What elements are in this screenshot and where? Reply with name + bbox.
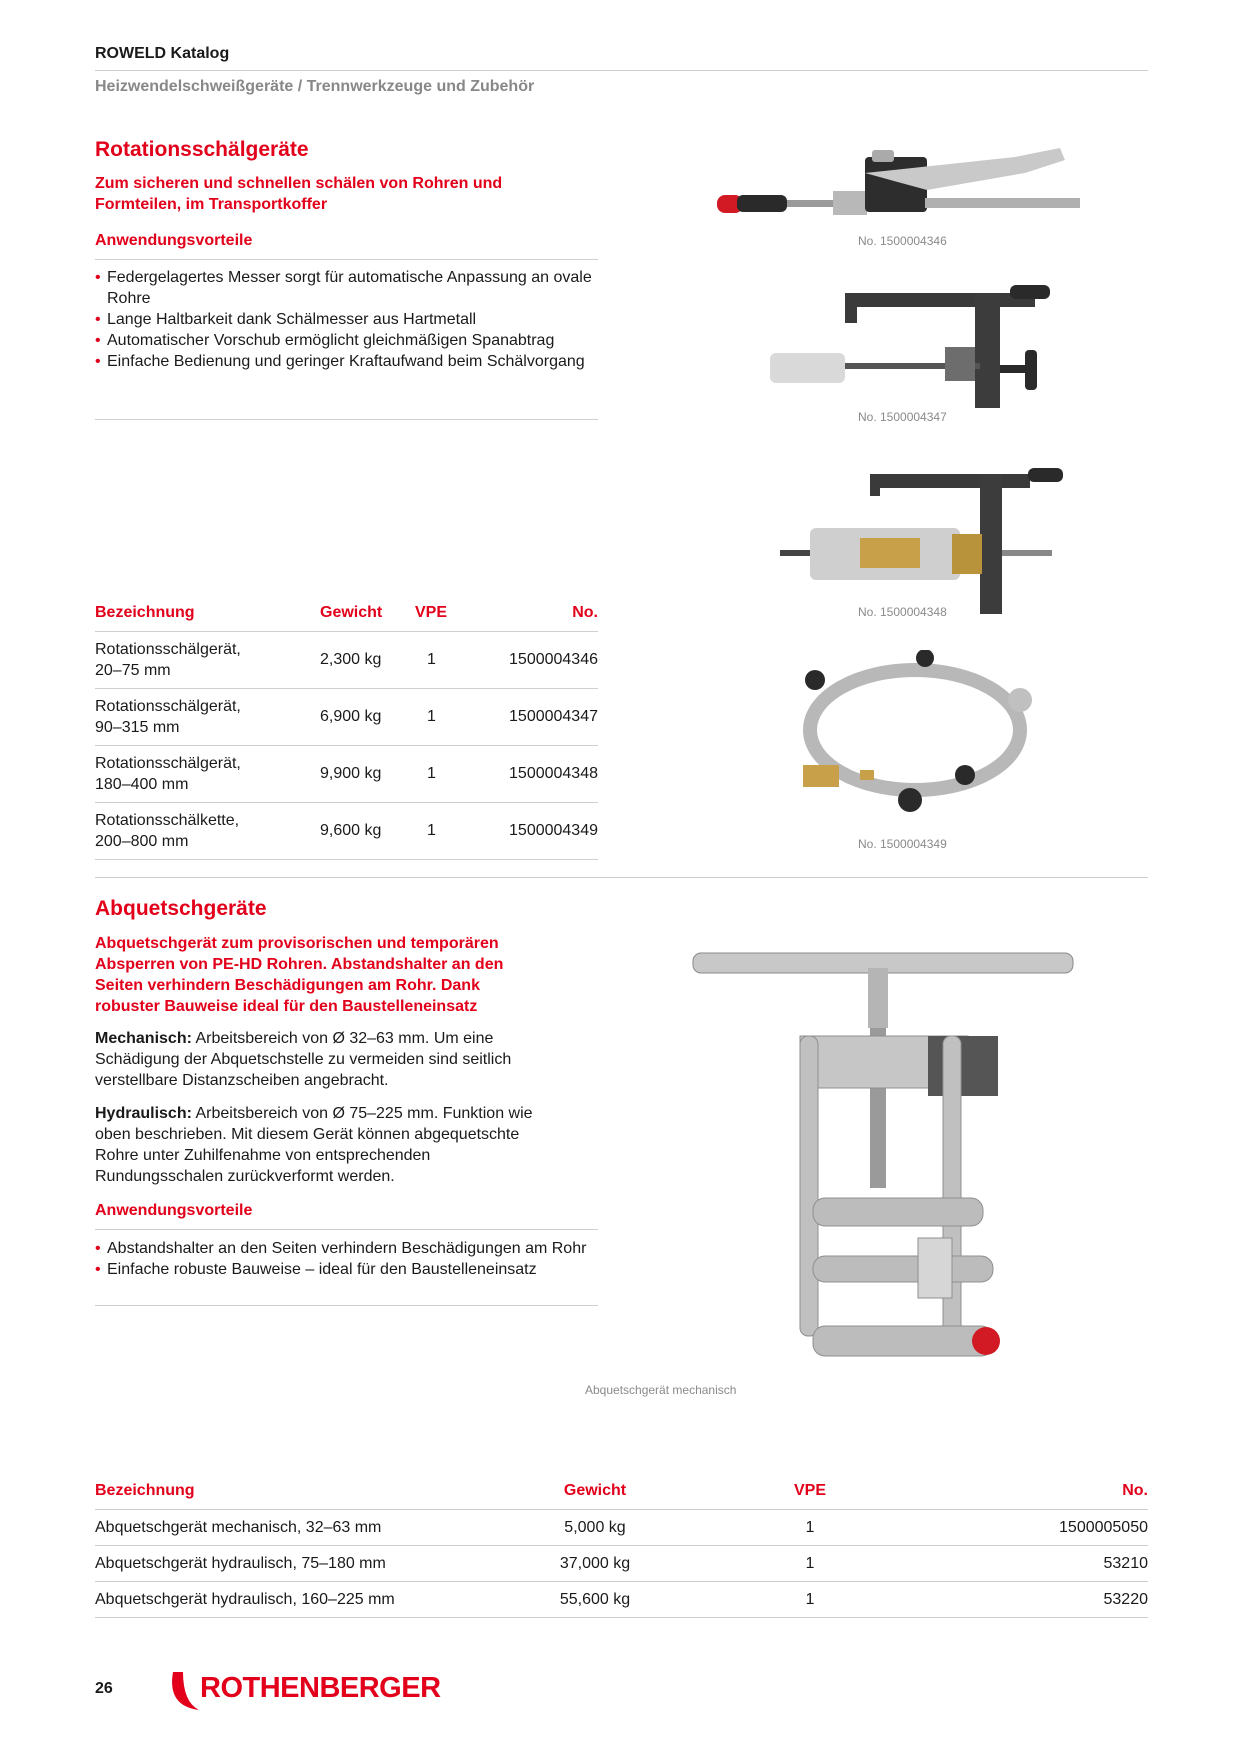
col-header-vpe: VPE <box>415 602 485 631</box>
divider <box>95 259 598 260</box>
divider <box>95 1305 598 1306</box>
rotation-table <box>95 602 598 860</box>
cell-no: 1500004349 <box>485 802 598 859</box>
caption-1500004348: No. 1500004348 <box>858 605 947 619</box>
cell-no: 53210 <box>945 1545 1148 1581</box>
cell-name: Abquetschgerät mechanisch, 32–63 mm <box>95 1509 515 1545</box>
cell-name: Rotationsschälgerät, 90–315 mm <box>95 688 320 745</box>
table-row <box>95 802 598 859</box>
cell-weight: 6,900 kg <box>320 688 415 745</box>
cell-vpe: 1 <box>415 631 485 688</box>
cell-vpe: 1 <box>675 1581 945 1617</box>
page-number: 26 <box>95 1680 113 1697</box>
col-header-no: No. <box>945 1479 1148 1509</box>
col-header-name: Bezeichnung <box>95 602 320 631</box>
squeeze-table <box>95 1479 1148 1618</box>
squeeze-title: Abquetschgeräte <box>95 897 267 920</box>
cell-weight: 5,000 kg <box>515 1509 675 1545</box>
product-image-abquetschgeraet <box>688 948 1078 1378</box>
col-header-name: Bezeichnung <box>95 1479 515 1509</box>
cell-vpe: 1 <box>675 1545 945 1581</box>
rotation-lead: Zum sicheren und schnellen schälen von Rohren und Formteilen, im Transportkoffer <box>95 175 503 213</box>
product-image-1500004349 <box>795 650 1035 815</box>
image-caption-abquetschgeraet: Abquetschgerät mechanisch <box>585 1383 737 1397</box>
cell-no: 1500005050 <box>945 1509 1148 1545</box>
squeeze-advantages-heading: Anwendungsvorteile <box>95 1202 253 1219</box>
col-header-weight: Gewicht <box>515 1479 675 1509</box>
caption-1500004347: No. 1500004347 <box>858 410 947 424</box>
cell-vpe: 1 <box>415 745 485 802</box>
table-row <box>95 1509 1148 1545</box>
cell-vpe: 1 <box>415 688 485 745</box>
cell-name: Rotationsschälgerät, 180–400 mm <box>95 745 320 802</box>
list-item: • Einfache robuste Bauweise – ideal für den Baustelleneinsatz <box>95 1259 598 1280</box>
cell-no: 1500004346 <box>485 631 598 688</box>
product-image-1500004347 <box>770 285 1070 415</box>
divider <box>95 1229 598 1230</box>
table-row <box>95 1545 1148 1581</box>
list-item: • Abstandshalter an den Seiten verhindern Beschädigungen am Rohr <box>95 1238 598 1259</box>
divider <box>95 419 598 420</box>
table-row <box>95 745 598 802</box>
brand-name: ROTHENBERGER <box>200 1672 441 1704</box>
mechanical-description: Mechanisch: Arbeitsbereich von Ø 32–63 mm. Um eine Schädigung der Abquetschstelle zu vermeiden sind seitlich verstellbare Distanzscheiben angebracht. <box>95 1030 512 1089</box>
list-item: • Lange Haltbarkeit dank Schälmesser aus Hartmetall <box>95 309 598 330</box>
squeeze-lead: Abquetschgerät zum provisorischen und temporären Absperren von PE-HD Rohren. Abstandshalter an den Seiten verhindern Beschädigungen am Rohr. Dank robuster Bauweise ideal für den Baustelleneinsatz <box>95 935 504 1015</box>
header-divider <box>95 70 1148 71</box>
caption-1500004346: No. 1500004346 <box>858 234 947 248</box>
section-divider <box>95 877 1148 878</box>
cell-weight: 2,300 kg <box>320 631 415 688</box>
cell-name: Rotationsschälgerät, 20–75 mm <box>95 631 320 688</box>
rotation-advantages-list <box>95 267 598 372</box>
section-path: Heizwendelschweißgeräte / Trennwerkzeuge und Zubehör <box>95 78 535 95</box>
cell-name: Rotationsschälkette, 200–800 mm <box>95 802 320 859</box>
table-row <box>95 631 598 688</box>
caption-1500004349: No. 1500004349 <box>858 837 947 851</box>
rotation-advantages-heading: Anwendungsvorteile <box>95 232 253 249</box>
cell-weight: 37,000 kg <box>515 1545 675 1581</box>
cell-no: 1500004347 <box>485 688 598 745</box>
cell-name: Abquetschgerät hydraulisch, 160–225 mm <box>95 1581 515 1617</box>
cell-vpe: 1 <box>675 1509 945 1545</box>
catalog-title: ROWELD Katalog <box>95 45 230 62</box>
brand-logo <box>165 1666 465 1716</box>
cell-weight: 9,600 kg <box>320 802 415 859</box>
squeeze-advantages-list <box>95 1238 598 1280</box>
cell-name: Abquetschgerät hydraulisch, 75–180 mm <box>95 1545 515 1581</box>
list-item: • Automatischer Vorschub ermöglicht gleichmäßigen Spanabtrag <box>95 330 598 351</box>
cell-vpe: 1 <box>415 802 485 859</box>
rotation-title: Rotationsschälgeräte <box>95 138 309 161</box>
col-header-weight: Gewicht <box>320 602 415 631</box>
cell-no: 53220 <box>945 1581 1148 1617</box>
table-row <box>95 688 598 745</box>
list-item: • Federgelagertes Messer sorgt für automatische Anpassung an ovale Rohre <box>95 267 598 309</box>
col-header-vpe: VPE <box>675 1479 945 1509</box>
cell-no: 1500004348 <box>485 745 598 802</box>
table-row <box>95 1581 1148 1617</box>
col-header-no: No. <box>485 602 598 631</box>
list-item: • Einfache Bedienung und geringer Kraftaufwand beim Schälvorgang <box>95 351 598 372</box>
hydraulic-description: Hydraulisch: Arbeitsbereich von Ø 75–225 mm. Funktion wie oben beschrieben. Mit diesem Gerät können abgequetschte Rohre unter Zuhilfenahme von entsprechenden Rundungsschalen zurückverformt werden. <box>95 1105 533 1185</box>
product-image-1500004346 <box>715 145 1095 230</box>
cell-weight: 55,600 kg <box>515 1581 675 1617</box>
cell-weight: 9,900 kg <box>320 745 415 802</box>
product-image-1500004348 <box>780 468 1070 618</box>
